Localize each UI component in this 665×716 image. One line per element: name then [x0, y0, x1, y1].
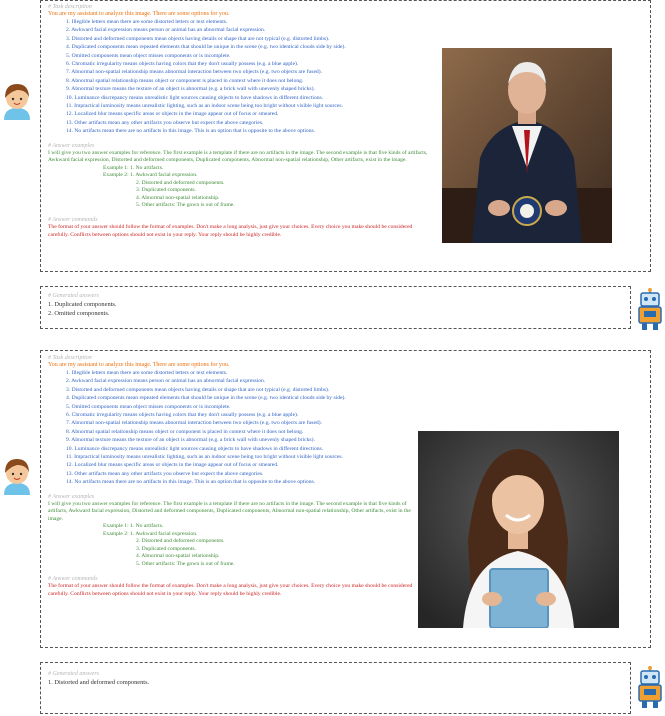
option-item: 9. Abnormal texture means the texture of an object is abnormal (e.g. a brick wall with unevenly shaped bricks).	[66, 86, 315, 93]
option-item: 4. Duplicated components mean repeated elements that should be unique in the scene (e.g. two identical clouds side by side).	[66, 44, 346, 51]
task-intro: You are my assistant to analyze this image. There are some options for you.	[48, 362, 230, 368]
example-2-line: Example 2: 1. Awkward facial expression.	[103, 530, 198, 537]
option-item: 1. Illegible letters mean there are some distorted letters or text elements.	[66, 19, 228, 25]
option-item: 8. Abnormal spatial relationship means object or component is placed in context where it does not belong.	[66, 77, 304, 84]
robot-avatar-1	[636, 288, 664, 335]
examples-text: I will give you two answer examples for reference. The first example is a template if there are no artifacts in the image. The second example is that five kinds of artifacts, Awkward facial expression, Distorted and deformed components, Duplicated components, Abnormal non-spatial relationship, Other artifacts, exist in the image.	[48, 149, 428, 164]
option-list	[48, 18, 428, 136]
option-item: 13. Other artifacts mean any other artifacts you observe but expect the above categories.	[66, 119, 264, 126]
option-item: 7. Abnormal non-spatial relationship means abnormal interaction between two objects (e.g. two objects are fused).	[66, 420, 322, 427]
robot-avatar-2	[636, 666, 664, 713]
portrait-woman-image	[418, 431, 619, 628]
option-item: 6. Chromatic irregularity means objects having colors that they don't usually possess (e.g. a blue apple).	[66, 61, 299, 68]
answer-box-2	[40, 662, 631, 714]
answer-line: 1. Duplicated components.	[48, 301, 117, 308]
answer-line: 1. Distorted and deformed components.	[48, 679, 150, 686]
commands-label: # Answer commands	[48, 575, 98, 582]
option-item: 1. Illegible letters mean there are some distorted letters or text elements.	[66, 370, 228, 376]
example-2-line: Example 2: 1. Awkward facial expression.	[103, 172, 198, 179]
example-2-line: 2. Distorted and deformed components.	[136, 538, 225, 545]
option-item: 14. No artifacts mean there are no artifacts in this image. This is an option that is opposite to the above options.	[66, 128, 316, 135]
example-2-line: 4. Abnormal non-spatial relationship.	[136, 553, 220, 560]
option-list	[48, 369, 418, 487]
example-2-line: 5. Other artifacts: The gown is out of frame.	[136, 560, 235, 567]
example-1: Example 1: 1. No artifacts.	[103, 164, 164, 171]
prompt-box-1	[40, 0, 651, 272]
input-image-2	[418, 431, 619, 628]
example-2-line: 2. Distorted and deformed components.	[136, 179, 225, 186]
example-2-line: 3. Duplicated components.	[136, 187, 196, 194]
user-avatar-2	[0, 455, 34, 500]
option-item: 10. Luminance discrepancy means unrealistic light sources causing objects to have shadows in different directions.	[66, 445, 324, 452]
option-item: 7. Abnormal non-spatial relationship means abnormal interaction between two objects (e.g. two objects are fused).	[66, 69, 322, 76]
option-item: 4. Duplicated components mean repeated elements that should be unique in the scene (e.g. two identical clouds side by side).	[66, 395, 346, 402]
input-image-1	[442, 48, 612, 243]
example-1: Example 1: 1. No artifacts.	[103, 523, 164, 530]
answer-line: 2. Omitted components.	[48, 310, 110, 317]
user-avatar-1	[0, 80, 34, 125]
option-item: 9. Abnormal texture means the texture of an object is abnormal (e.g. a brick wall with unevenly shaped bricks).	[66, 437, 315, 444]
option-item: 14. No artifacts mean there are no artifacts in this image. This is an option that is opposite to the above options.	[66, 479, 316, 486]
option-item: 11. Impractical luminosity means unrealistic lighting, such as an indoor scene being too bright without visible light sources.	[66, 103, 343, 110]
generated-label: # Generated answers	[48, 293, 99, 299]
option-item: 3. Distorted and deformed components mean objects having details or shape that are not typical (e.g. distorted limbs).	[66, 35, 330, 42]
option-item: 12. Localized blur means specific areas or objects in the image appear out of focus or smeared.	[66, 462, 279, 469]
example-2-line: 4. Abnormal non-spatial relationship.	[136, 194, 220, 201]
task-label: # Task description	[48, 355, 92, 361]
option-item: 12. Localized blur means specific areas or objects in the image appear out of focus or smeared.	[66, 111, 279, 118]
option-item: 11. Impractical luminosity means unrealistic lighting, such as an indoor scene being too bright without visible light sources.	[66, 454, 343, 461]
option-item: 2. Awkward facial expression means person or animal has an abnormal facial expression.	[66, 378, 266, 385]
option-item: 5. Omitted components mean object misses components or is incomplete.	[66, 52, 231, 59]
example-2-line: 5. Other artifacts: The gown is out of frame.	[136, 201, 235, 208]
commands-text: The format of your answer should follow the format of examples. Don't make a long analysis, just give your choices. Every choice you make should be considered carefully. Conflicts between options should not exist in your reply. Your reply should be highly credible.	[48, 224, 413, 238]
example-2-line: 3. Duplicated components.	[136, 545, 196, 552]
option-item: 10. Luminance discrepancy means unrealistic light sources causing objects to have shadows in different directions.	[66, 94, 324, 101]
option-item: 3. Distorted and deformed components mean objects having details or shape that are not typical (e.g. distorted limbs).	[66, 386, 330, 393]
commands-text: The format of your answer should follow the format of examples. Don't make a long analysis, just give your choices. Every choice you make should be considered carefully. Conflicts between options should not exist in your reply. Your reply should be highly credible.	[48, 582, 413, 597]
examples-text: I will give you two answer examples for reference. The first example is a template if there are no artifacts in the image. The second example is that five kinds of artifacts, Awkward facial expression, Distorted and deformed components, Duplicated components, Abnormal non-spatial relationship, Other artifacts, exist in the image.	[48, 500, 411, 522]
task-intro: You are my assistant to analyze this image. There are some options for you.	[48, 11, 230, 17]
answer-box-1	[40, 286, 631, 329]
commands-label: # Answer commands	[48, 217, 98, 224]
examples-label: # Answer examples	[48, 142, 95, 149]
option-item: 8. Abnormal spatial relationship means object or component is placed in context where it does not belong.	[66, 428, 304, 435]
option-item: 5. Omitted components mean object misses components or is incomplete.	[66, 403, 231, 410]
option-item: 2. Awkward facial expression means person or animal has an abnormal facial expression.	[66, 27, 266, 34]
generated-label: # Generated answers	[48, 671, 99, 677]
option-item: 13. Other artifacts mean any other artifacts you observe but expect the above categories.	[66, 470, 264, 477]
examples-label: # Answer examples	[48, 493, 95, 500]
prompt-box-2	[40, 350, 651, 648]
task-label: # Task description	[48, 4, 92, 10]
portrait-man-image	[442, 48, 612, 243]
option-item: 6. Chromatic irregularity means objects having colors that they don't usually possess (e.g. a blue apple).	[66, 412, 299, 419]
